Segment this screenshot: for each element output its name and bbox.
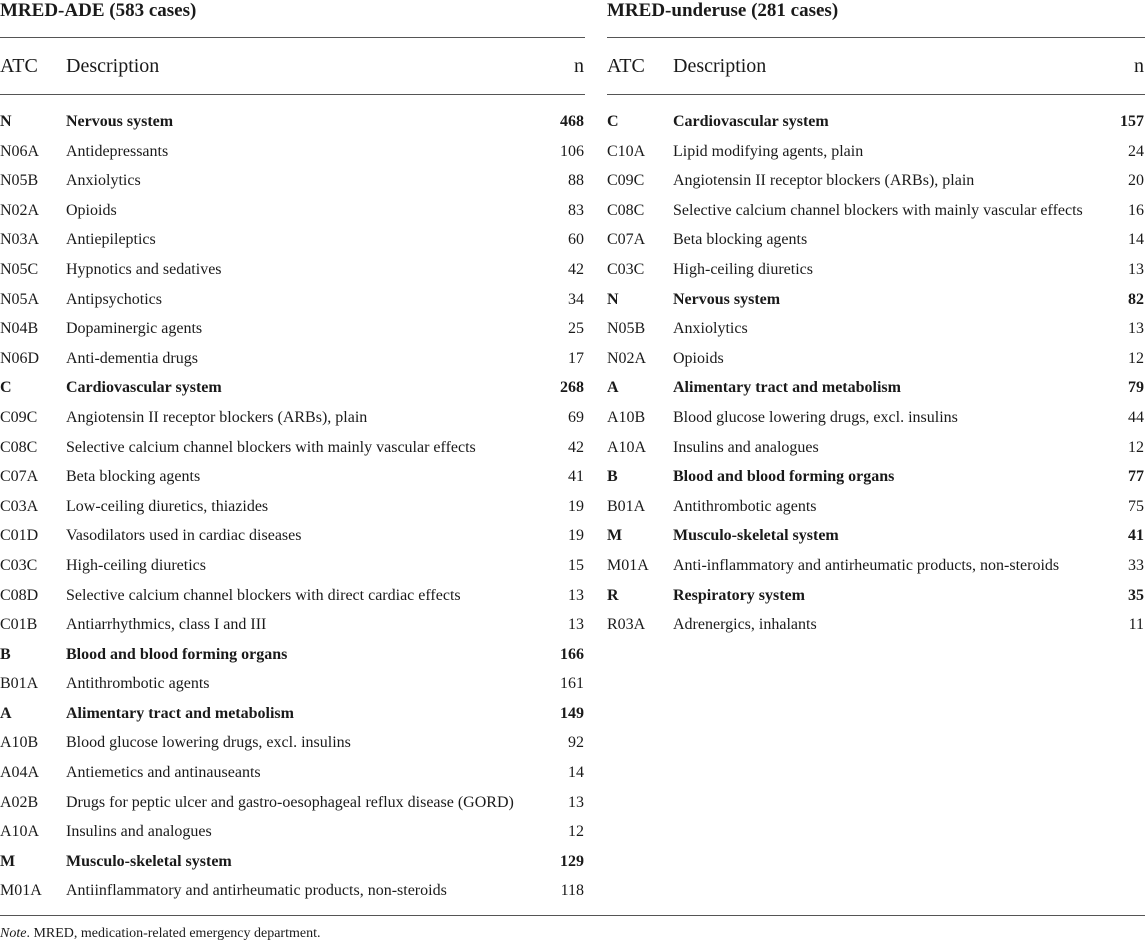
cell-description: Antiarrhythmics, class I and III xyxy=(66,616,267,634)
cell-description: Alimentary tract and metabolism xyxy=(66,704,294,722)
cell-n: 15 xyxy=(568,556,584,574)
header-n: n xyxy=(1134,55,1144,77)
table-row xyxy=(607,166,1145,196)
cell-description: High-ceiling diuretics xyxy=(673,260,813,278)
mred-underuse-table xyxy=(607,0,1145,640)
cell-atc: M xyxy=(607,527,623,545)
cell-description: Angiotensin II receptor blockers (ARBs), plain xyxy=(673,172,975,190)
cell-atc: N05B xyxy=(0,172,39,190)
cell-description: Hypnotics and sedatives xyxy=(66,260,222,278)
table-row xyxy=(0,314,585,344)
column-header-row xyxy=(607,38,1145,94)
note-text: . MRED, medication-related emergency department. xyxy=(26,926,321,941)
cell-atc: A10B xyxy=(607,408,646,426)
table-row-group xyxy=(607,581,1145,611)
cell-atc: C09C xyxy=(607,172,645,190)
column-header-row xyxy=(0,38,585,94)
table-row xyxy=(607,137,1145,167)
cell-n: 13 xyxy=(1128,320,1144,338)
cell-atc: A10B xyxy=(0,734,39,752)
cell-n: 77 xyxy=(1128,468,1144,486)
table-row-group xyxy=(0,107,585,137)
cell-n: 16 xyxy=(1128,201,1144,219)
cell-n: 161 xyxy=(560,675,584,693)
cell-description: Cardiovascular system xyxy=(673,113,829,130)
cell-n: 13 xyxy=(568,586,584,604)
cell-n: 12 xyxy=(568,823,584,841)
cell-atc: N02A xyxy=(0,201,40,219)
cell-atc: N05C xyxy=(0,260,39,278)
table-row xyxy=(0,551,585,581)
cell-atc: M xyxy=(0,852,16,870)
cell-atc: B01A xyxy=(0,675,39,693)
table-row-group xyxy=(0,847,585,877)
cell-n: 79 xyxy=(1128,379,1144,397)
cell-description: Cardiovascular system xyxy=(66,379,222,397)
table-row xyxy=(0,492,585,522)
cell-atc: C03A xyxy=(0,497,39,515)
cell-n: 82 xyxy=(1128,290,1144,308)
table-row xyxy=(0,137,585,167)
cell-atc: A10A xyxy=(607,438,647,456)
table-row-group xyxy=(607,462,1145,492)
table-row xyxy=(607,551,1145,581)
cell-atc: M01A xyxy=(607,556,649,574)
cell-n: 24 xyxy=(1128,142,1144,160)
cell-description: Antithrombotic agents xyxy=(66,675,210,693)
table-row xyxy=(607,314,1145,344)
cell-description: Drugs for peptic ulcer and gastro-oesophageal reflux disease (GORD) xyxy=(66,793,514,811)
cell-description: Antipsychotics xyxy=(66,290,162,308)
cell-n: 149 xyxy=(560,704,584,722)
cell-description: High-ceiling diuretics xyxy=(66,556,206,574)
table-row xyxy=(0,610,585,640)
bottom-rule xyxy=(0,915,1145,916)
cell-n: 19 xyxy=(568,497,584,515)
table-row xyxy=(0,196,585,226)
cell-description: Beta blocking agents xyxy=(673,231,808,249)
table-title: MRED-ADE (583 cases) xyxy=(0,0,197,21)
cell-atc: C01D xyxy=(0,527,39,545)
cell-description: Alimentary tract and metabolism xyxy=(673,379,901,397)
table-row xyxy=(607,492,1145,522)
cell-n: 106 xyxy=(560,142,584,160)
table-row xyxy=(0,462,585,492)
table-row xyxy=(0,285,585,315)
cell-atc: C xyxy=(607,113,619,130)
cell-n: 41 xyxy=(1128,527,1144,545)
cell-n: 157 xyxy=(1120,113,1144,130)
cell-description: Anxiolytics xyxy=(66,172,141,190)
cell-n: 69 xyxy=(568,408,584,426)
table-row xyxy=(0,817,585,847)
header-description: Description xyxy=(66,55,160,77)
cell-n: 468 xyxy=(560,113,584,130)
cell-description: Selective calcium channel blockers with mainly vascular effects xyxy=(66,438,476,456)
table-row xyxy=(607,403,1145,433)
cell-atc: N06A xyxy=(0,142,40,160)
cell-description: Lipid modifying agents, plain xyxy=(673,142,864,160)
cell-n: 14 xyxy=(1128,231,1144,249)
cell-atc: C03C xyxy=(0,556,38,574)
table-row xyxy=(607,225,1145,255)
cell-n: 44 xyxy=(1128,408,1144,426)
header-n: n xyxy=(574,55,584,77)
table-row-group xyxy=(0,640,585,670)
cell-description: Beta blocking agents xyxy=(66,468,201,486)
cell-atc: N xyxy=(607,290,619,308)
cell-atc: C xyxy=(0,379,12,397)
table-row xyxy=(607,196,1145,226)
cell-n: 20 xyxy=(1128,172,1144,190)
cell-n: 166 xyxy=(560,645,584,663)
table-row xyxy=(0,433,585,463)
cell-atc: A xyxy=(607,379,619,397)
table-row-group xyxy=(607,521,1145,551)
cell-n: 35 xyxy=(1128,586,1144,604)
table-row-group xyxy=(607,373,1145,403)
cell-description: Antiemetics and antinauseants xyxy=(66,764,261,782)
table-row-group xyxy=(0,373,585,403)
cell-atc: R03A xyxy=(607,616,646,634)
cell-atc: C08C xyxy=(0,438,38,456)
cell-atc: A xyxy=(0,704,12,722)
cell-n: 13 xyxy=(568,616,584,634)
cell-atc: N02A xyxy=(607,349,647,367)
cell-description: Musculo-skeletal system xyxy=(673,527,839,545)
table-note xyxy=(0,926,320,942)
cell-n: 60 xyxy=(568,231,584,249)
cell-description: Antiepileptics xyxy=(66,231,156,249)
table-row xyxy=(0,876,585,906)
cell-description: Blood and blood forming organs xyxy=(673,468,895,486)
cell-description: Anti-dementia drugs xyxy=(66,349,198,367)
cell-atc: N04B xyxy=(0,320,39,338)
cell-atc: A02B xyxy=(0,793,39,811)
table-row xyxy=(0,166,585,196)
cell-description: Blood and blood forming organs xyxy=(66,645,288,663)
table-body xyxy=(0,95,585,901)
table-row xyxy=(0,344,585,374)
table-row xyxy=(607,255,1145,285)
cell-atc: N06D xyxy=(0,349,40,367)
cell-n: 92 xyxy=(568,734,584,752)
cell-n: 12 xyxy=(1128,349,1144,367)
table-row xyxy=(0,521,585,551)
header-atc: ATC xyxy=(607,55,645,77)
cell-description: Selective calcium channel blockers with direct cardiac effects xyxy=(66,586,461,604)
cell-description: Selective calcium channel blockers with mainly vascular effects xyxy=(673,201,1083,219)
cell-n: 129 xyxy=(560,852,584,870)
cell-description: Anti-inflammatory and antirheumatic products, non-steroids xyxy=(673,556,1060,574)
cell-description: Blood glucose lowering drugs, excl. insulins xyxy=(673,408,958,426)
cell-n: 14 xyxy=(568,764,584,782)
cell-description: Angiotensin II receptor blockers (ARBs), plain xyxy=(66,408,368,426)
cell-n: 75 xyxy=(1128,497,1144,515)
cell-atc: C03C xyxy=(607,260,645,278)
cell-atc: C01B xyxy=(0,616,38,634)
table-row xyxy=(0,728,585,758)
header-description: Description xyxy=(673,55,767,77)
cell-atc: C09C xyxy=(0,408,38,426)
mred-ade-table xyxy=(0,0,585,901)
table-body xyxy=(607,95,1145,640)
cell-n: 25 xyxy=(568,320,584,338)
table-row xyxy=(0,788,585,818)
cell-n: 118 xyxy=(560,882,584,900)
cell-n: 42 xyxy=(568,438,584,456)
cell-n: 13 xyxy=(1128,260,1144,278)
cell-atc: N05A xyxy=(0,290,40,308)
cell-n: 17 xyxy=(568,349,584,367)
cell-n: 13 xyxy=(568,793,584,811)
cell-n: 12 xyxy=(1128,438,1144,456)
cell-description: Insulins and analogues xyxy=(673,438,819,456)
cell-description: Antiinflammatory and antirheumatic products, non-steroids xyxy=(66,882,447,900)
cell-atc: B xyxy=(0,645,11,663)
cell-n: 41 xyxy=(568,468,584,486)
cell-atc: B xyxy=(607,468,618,486)
cell-description: Antidepressants xyxy=(66,142,169,160)
cell-description: Vasodilators used in cardiac diseases xyxy=(66,527,302,545)
table-row xyxy=(0,581,585,611)
cell-description: Low-ceiling diuretics, thiazides xyxy=(66,497,269,515)
cell-n: 83 xyxy=(568,201,584,219)
table-row-group xyxy=(607,285,1145,315)
table-row xyxy=(607,610,1145,640)
table-row xyxy=(0,758,585,788)
cell-description: Insulins and analogues xyxy=(66,823,212,841)
table-row xyxy=(607,433,1145,463)
cell-n: 42 xyxy=(568,260,584,278)
cell-n: 268 xyxy=(560,379,584,397)
cell-atc: C07A xyxy=(607,231,646,249)
cell-atc: B01A xyxy=(607,497,646,515)
cell-atc: N xyxy=(0,113,12,130)
table-row-group xyxy=(0,699,585,729)
table-row-group xyxy=(607,107,1145,137)
cell-description: Anxiolytics xyxy=(673,320,748,338)
cell-description: Nervous system xyxy=(66,113,174,130)
cell-atc: A10A xyxy=(0,823,40,841)
cell-description: Respiratory system xyxy=(673,586,805,604)
table-row xyxy=(607,344,1145,374)
header-atc: ATC xyxy=(0,55,38,77)
cell-description: Adrenergics, inhalants xyxy=(673,616,817,634)
cell-atc: N05B xyxy=(607,320,646,338)
table-row xyxy=(0,225,585,255)
table-row xyxy=(0,255,585,285)
cell-atc: C10A xyxy=(607,142,646,160)
cell-description: Dopaminergic agents xyxy=(66,320,203,338)
cell-n: 33 xyxy=(1128,556,1144,574)
table-row xyxy=(0,403,585,433)
cell-description: Antithrombotic agents xyxy=(673,497,817,515)
cell-description: Opioids xyxy=(66,201,117,219)
cell-atc: C08C xyxy=(607,201,645,219)
cell-description: Opioids xyxy=(673,349,724,367)
table-row xyxy=(0,669,585,699)
cell-n: 34 xyxy=(568,290,584,308)
cell-description: Nervous system xyxy=(673,290,781,308)
cell-atc: C07A xyxy=(0,468,39,486)
cell-atc: M01A xyxy=(0,882,42,900)
cell-description: Blood glucose lowering drugs, excl. insulins xyxy=(66,734,351,752)
cell-atc: A04A xyxy=(0,764,40,782)
cell-atc: N03A xyxy=(0,231,40,249)
table-title: MRED-underuse (281 cases) xyxy=(607,0,839,21)
cell-description: Musculo-skeletal system xyxy=(66,852,232,870)
cell-atc: R xyxy=(607,586,619,604)
cell-n: 11 xyxy=(1128,616,1144,634)
note-label: Note xyxy=(0,926,27,941)
cell-n: 88 xyxy=(568,172,584,190)
cell-atc: C08D xyxy=(0,586,39,604)
cell-n: 19 xyxy=(568,527,584,545)
